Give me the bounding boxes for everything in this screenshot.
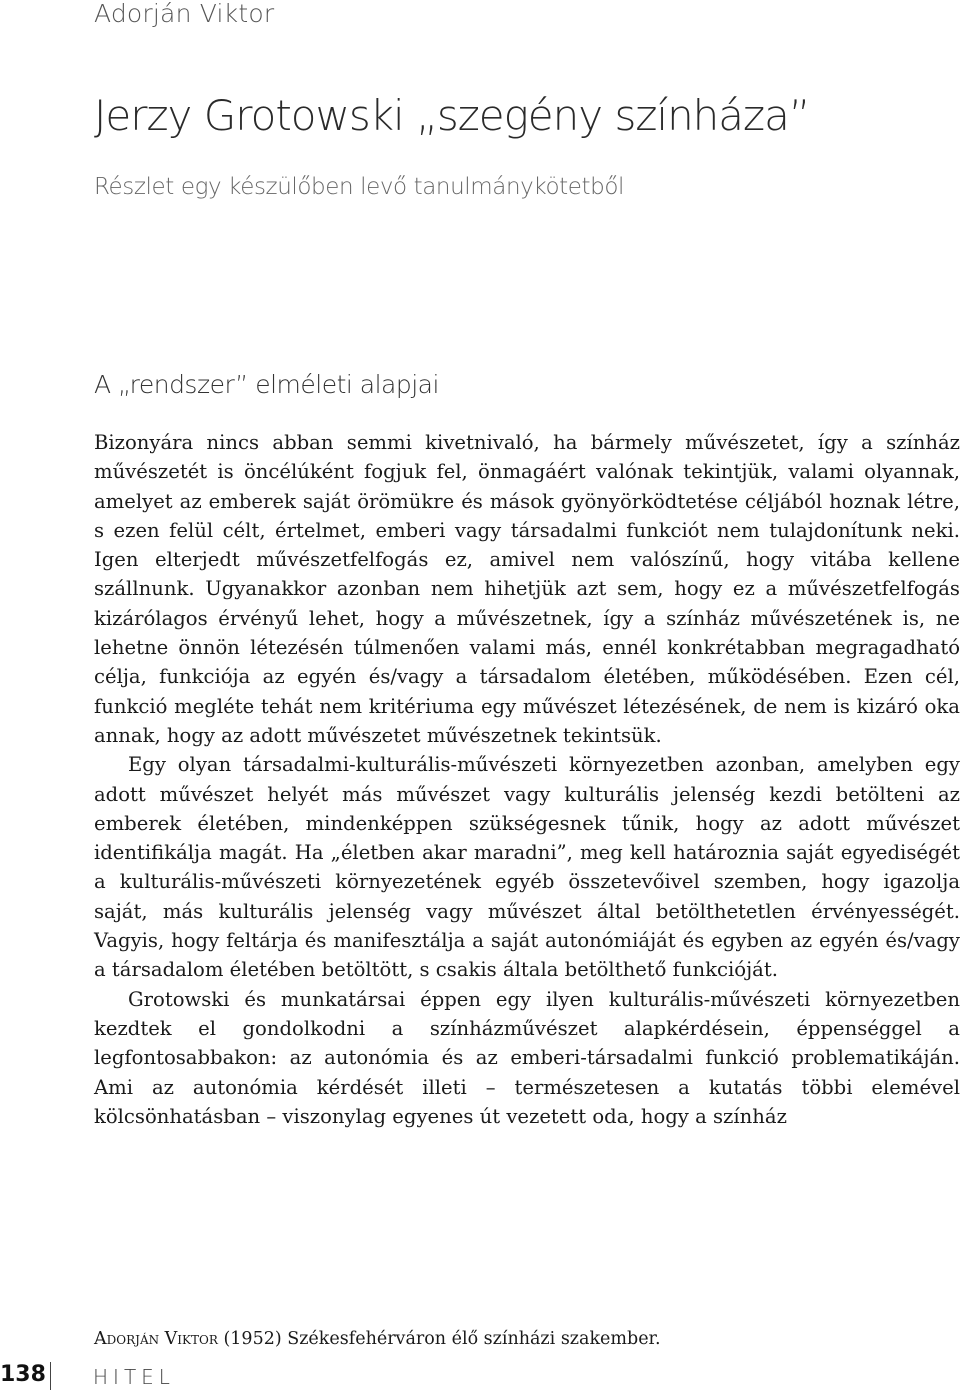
page-number: 138 xyxy=(0,1362,46,1387)
body-paragraph: Bizonyára nincs abban semmi kivetnivaló, ha bármely művészetet, így a színház művészetét is öncélúként fogjuk fel, önmagáért valónak tekintjük, valami olyannak, amelyet az emberek saját örömükre és mások gyönyörködtetése céljából hoznak létre, s ezen felül célt, értelmet, emberi vagy társadalmi funkciót nem tulajdonítunk neki. Igen elterjedt művészetfelfogás ez, amivel nem valószínű, hogy vitába kellene szállnunk. Ugyanakkor azonban nem hihetjük azt sem, hogy ez a művészetfelfogás kizárólagos érvényű lehet, hogy a művészetnek, így a színház művészetének is, ne lehetne önnön létezésén túlmenően valami más, ennél konkrétabban megragadható célja, funkciója az egyén és/vagy a társadalom életében, működésében. Ezen cél, funkció megléte tehát nem kritériuma egy művészet létezésének, de nem is kizáró oka annak, hogy az adott művészetet művészetnek tekintsük. xyxy=(94,431,960,747)
journal-name: HITEL xyxy=(93,1365,175,1389)
article-subtitle: Részlet egy készülőben levő tanulmánykötetből xyxy=(94,174,624,200)
section-heading: A „rendszer” elméleti alapjai xyxy=(94,370,439,399)
article-body xyxy=(94,428,960,1131)
footnote-author-name: Adorján Viktor xyxy=(94,1329,218,1349)
running-author: Adorján Viktor xyxy=(94,0,275,28)
body-paragraph: Egy olyan társadalmi-kulturális-művészeti környezetben azonban, amelyben egy adott művészet helyét más művészet vagy kulturális jelenség kezdi betölteni az emberek életében, mindenképpen szükségesnek tűnik, hogy az adott művészet identifikálja magát. Ha „életben akar maradni”, meg kell határoznia saját egyediségét a kulturális-művészeti környezetének egyéb összetevőivel szemben, hogy igazolja saját, más kulturális jelenség vagy művészet által betölthetetlen érvényességét. Vagyis, hogy feltárja és manifesztálja a saját autonómiáját és egyben az egyén és/vagy a társadalom életében betöltött, s csakis általa betölthető funkcióját. xyxy=(94,753,960,982)
article-title: Jerzy Grotowski „szegény színháza” xyxy=(94,91,810,140)
body-paragraph: Grotowski és munkatársai éppen egy ilyen kulturális-művészeti környezetben kezdtek el gondolkodni a színházművészet alapkérdésein, éppenséggel a legfontosabbakon: az autonómia és az emberi-társadalmi funkció problematikáján. Ami az autonómia kérdését illeti – természetesen a kutatás többi elemével kölcsönhatásban – viszonylag egyenes út vezetett oda, hogy a színház xyxy=(94,987,960,1128)
author-footnote xyxy=(94,1327,661,1351)
footer-divider xyxy=(50,1362,51,1390)
footnote-text: (1952) Székesfehérváron élő színházi szakember. xyxy=(217,1329,661,1349)
